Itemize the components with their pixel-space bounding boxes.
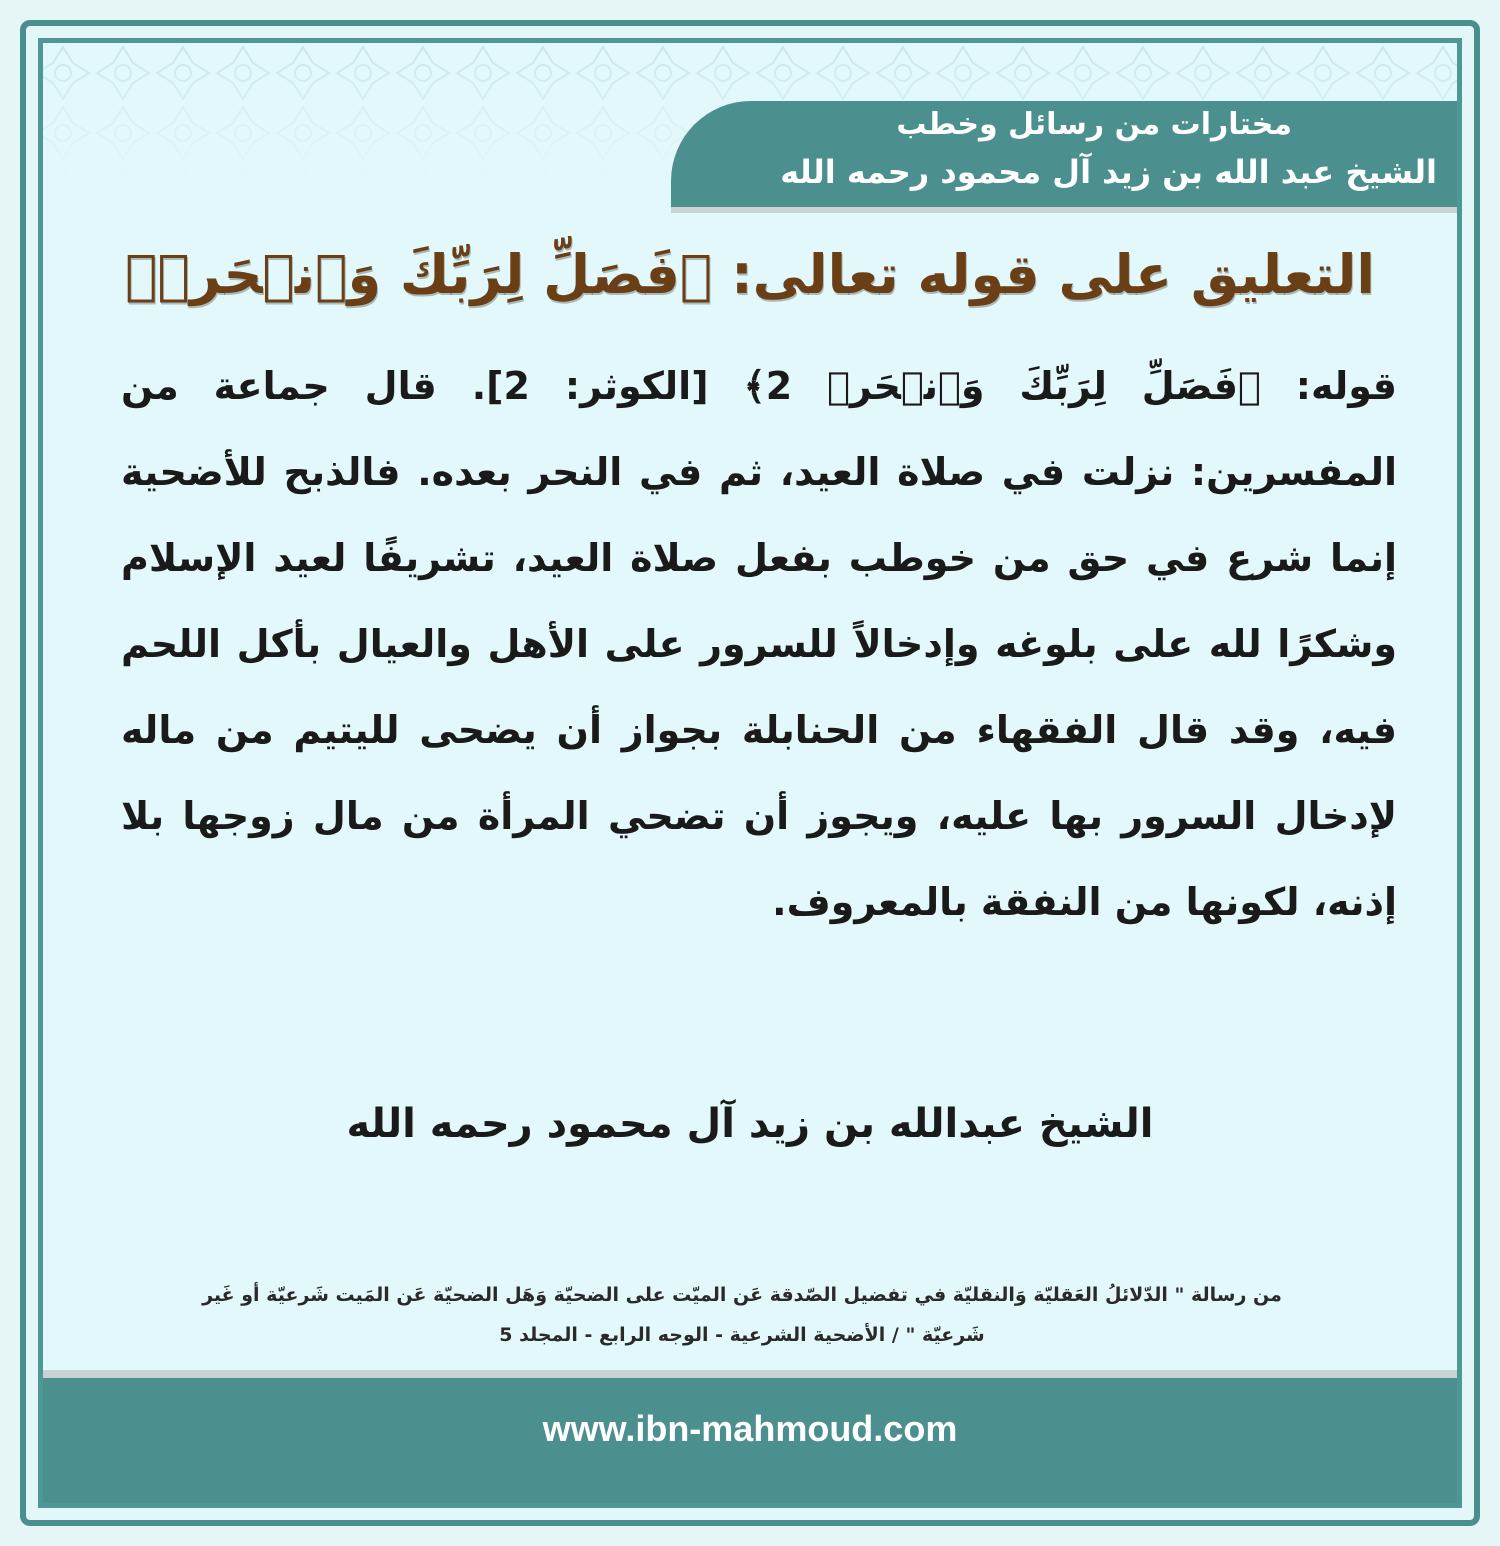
signature: الشيخ عبدالله بن زيد آل محمود رحمه الله: [346, 1101, 1154, 1147]
body-prefix: قوله:: [1260, 364, 1397, 408]
card: [38, 38, 1462, 1508]
body-text: [121, 343, 1397, 945]
quran-verse: ﴿فَصَلِّ لِرَبِّكَ وَٱنۡحَرۡ 2﴾: [743, 364, 1261, 408]
source-citation: [117, 1275, 1367, 1355]
header-line-2: الشيخ عبد الله بن زيد آل محمود رحمه الله: [780, 153, 1437, 191]
website-link[interactable]: www.ibn-mahmoud.com: [542, 1408, 958, 1449]
source-line-1: من رسالة " الدّلائلُ العَقليّة وَالنقليّة في تفضيل الصّدقة عَن الميّت على الضحيّة وَهَل الضحيّة عَن المَيت شَرعيّة أو غَير: [202, 1284, 1282, 1306]
header-line-1: مختارات من رسائل وخطب: [896, 107, 1292, 142]
header-band: [671, 101, 1457, 207]
source-line-2: شَرعيّة " / الأضحية الشرعية - الوجه الرابع - المجلد 5: [499, 1324, 985, 1346]
body-paragraph: قال جماعة من المفسرين: نزلت في صلاة العيد، ثم في النحر بعده. فالذبح للأضحية إنما شرع في حق من خوطب بفعل صلاة العيد، تشريفًا لعيد الإسلام وشكرًا لله على بلوغه وإدخالاً للسرور على الأهل والعيال بأكل اللحم فيه، وقد قال الفقهاء من الحنابلة بجواز أن يضحى لليتيم من ماله لإدخال السرور بها عليه، ويجوز أن تضحي المرأة من مال زوجها بلا إذنه، لكونها من النفقة بالمعروف.: [121, 364, 1397, 924]
page-title: التعليق على قوله تعالى: ﴿فَصَلِّ لِرَبِّكَ وَٱنۡحَرۡ﴾: [125, 243, 1375, 306]
verse-reference: [الكوثر: 2].: [436, 364, 744, 408]
footer-band: [43, 1370, 1457, 1503]
